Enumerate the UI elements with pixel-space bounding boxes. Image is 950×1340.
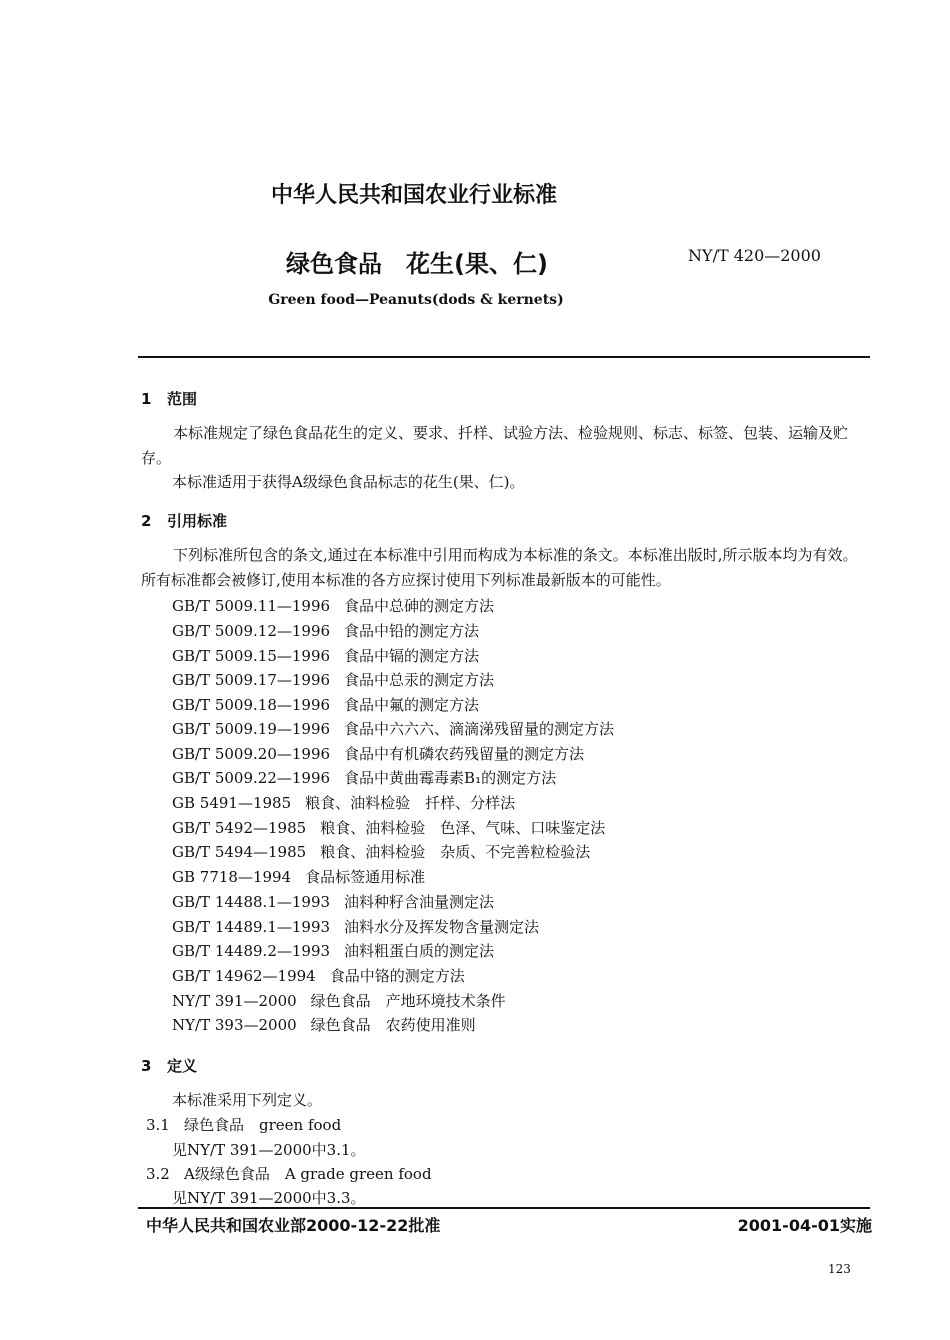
reference-title: 食品标签通用标准 [305, 868, 426, 886]
reference-title: 油料水分及挥发物含量测定法 [344, 918, 540, 936]
reference-item [172, 891, 494, 912]
reference-title: 食品中总砷的测定方法 [344, 597, 495, 615]
reference-title: 粮食、油料检验 杂质、不完善粒检验法 [320, 843, 591, 861]
standard-number: NY/T 420—2000 [688, 246, 821, 265]
reference-title: 绿色食品 产地环境技术条件 [310, 992, 506, 1010]
reference-title: 油料粗蛋白质的测定法 [344, 942, 495, 960]
document-title: 绿色食品 花生(果、仁) [286, 250, 548, 278]
reference-title: 食品中总汞的测定方法 [344, 671, 495, 689]
section-1-paragraph-1: 本标准规定了绿色食品花生的定义、要求、扦样、试验方法、检验规则、标志、标签、包装、运输及贮存。 [141, 424, 849, 467]
section-number: 2 [141, 512, 152, 530]
section-title: 范围 [167, 390, 198, 408]
reference-title: 油料种籽含油量测定法 [344, 893, 495, 911]
definition-term-text: A级绿色食品 A grade green food [184, 1165, 432, 1183]
reference-title: 食品中铬的测定方法 [329, 967, 465, 985]
reference-item [172, 916, 539, 937]
section-3-intro: 本标准采用下列定义。 [172, 1091, 323, 1109]
reference-title: 食品中氟的测定方法 [344, 696, 480, 714]
reference-item [172, 645, 479, 666]
section-2-heading [141, 510, 227, 531]
section-title: 定义 [167, 1057, 198, 1075]
definition-number: 3.1 [146, 1116, 170, 1134]
reference-item [172, 965, 465, 986]
approval-date: 中华人民共和国农业部2000-12-22批准 [146, 1216, 441, 1235]
reference-code: GB 5491—1985 [172, 794, 292, 812]
section-2-intro: 下列标准所包含的条文,通过在本标准中引用而构成为本标准的条文。本标准出版时,所示版本均为有效。所有标准都会被修订,使用本标准的各方应探讨使用下列标准最新版本的可能性。 [141, 546, 858, 589]
reference-title: 绿色食品 农药使用准则 [310, 1016, 476, 1034]
reference-code: GB/T 5009.18—1996 [172, 696, 331, 714]
page-number: 123 [828, 1262, 851, 1276]
reference-item [172, 694, 479, 715]
footer-rule [138, 1207, 870, 1209]
reference-code: GB/T 5009.20—1996 [172, 745, 331, 763]
reference-code: GB/T 5494—1985 [172, 843, 307, 861]
reference-item [172, 718, 614, 739]
reference-item [172, 767, 556, 788]
reference-code: GB/T 14489.1—1993 [172, 918, 331, 936]
english-title: Green food—Peanuts(dods & kernets) [268, 292, 564, 308]
definition-body: 见NY/T 391—2000中3.3。 [172, 1189, 366, 1207]
issuing-agency: 中华人民共和国农业行业标准 [270, 183, 557, 208]
reference-title: 食品中镉的测定方法 [344, 647, 480, 665]
definition-term [146, 1114, 341, 1135]
section-3-heading [141, 1055, 197, 1076]
effective-date: 2001-04-01实施 [737, 1216, 872, 1235]
reference-code: GB/T 14488.1—1993 [172, 893, 331, 911]
reference-code: GB/T 14962—1994 [172, 967, 316, 985]
reference-code: NY/T 393—2000 [172, 1016, 297, 1034]
reference-title: 粮食、油料检验 色泽、气味、口味鉴定法 [320, 819, 606, 837]
reference-title: 食品中铅的测定方法 [344, 622, 480, 640]
reference-title: 粮食、油料检验 扦样、分样法 [305, 794, 516, 812]
reference-item [172, 990, 506, 1011]
reference-item [172, 743, 584, 764]
reference-item [172, 940, 494, 961]
reference-code: GB/T 5009.19—1996 [172, 720, 331, 738]
reference-item [172, 792, 515, 813]
reference-item [172, 595, 494, 616]
section-title: 引用标准 [167, 512, 228, 530]
reference-code: GB/T 5009.22—1996 [172, 769, 331, 787]
reference-item [172, 669, 494, 690]
section-1-paragraph-2: 本标准适用于获得A级绿色食品标志的花生(果、仁)。 [172, 473, 525, 491]
section-number: 1 [141, 390, 152, 408]
section-1-heading [141, 388, 197, 409]
reference-code: GB/T 5009.11—1996 [172, 597, 331, 615]
section-number: 3 [141, 1057, 152, 1075]
reference-code: GB/T 5492—1985 [172, 819, 307, 837]
reference-title: 食品中六六六、滴滴涕残留量的测定方法 [344, 720, 615, 738]
reference-code: GB 7718—1994 [172, 868, 292, 886]
definition-number: 3.2 [146, 1165, 170, 1183]
reference-title: 食品中有机磷农药残留量的测定方法 [344, 745, 585, 763]
reference-code: GB/T 5009.15—1996 [172, 647, 331, 665]
reference-code: GB/T 14489.2—1993 [172, 942, 331, 960]
definition-body: 见NY/T 391—2000中3.1。 [172, 1141, 366, 1159]
reference-title: 食品中黄曲霉毒素B₁的测定方法 [344, 769, 557, 787]
reference-code: NY/T 391—2000 [172, 992, 297, 1010]
header-rule [138, 356, 870, 358]
reference-item [172, 620, 479, 641]
definition-term [146, 1163, 432, 1184]
reference-code: GB/T 5009.12—1996 [172, 622, 331, 640]
reference-item [172, 1014, 476, 1035]
reference-item [172, 817, 605, 838]
reference-code: GB/T 5009.17—1996 [172, 671, 331, 689]
definition-term-text: 绿色食品 green food [184, 1116, 342, 1134]
reference-item [172, 841, 590, 862]
reference-item [172, 866, 425, 887]
